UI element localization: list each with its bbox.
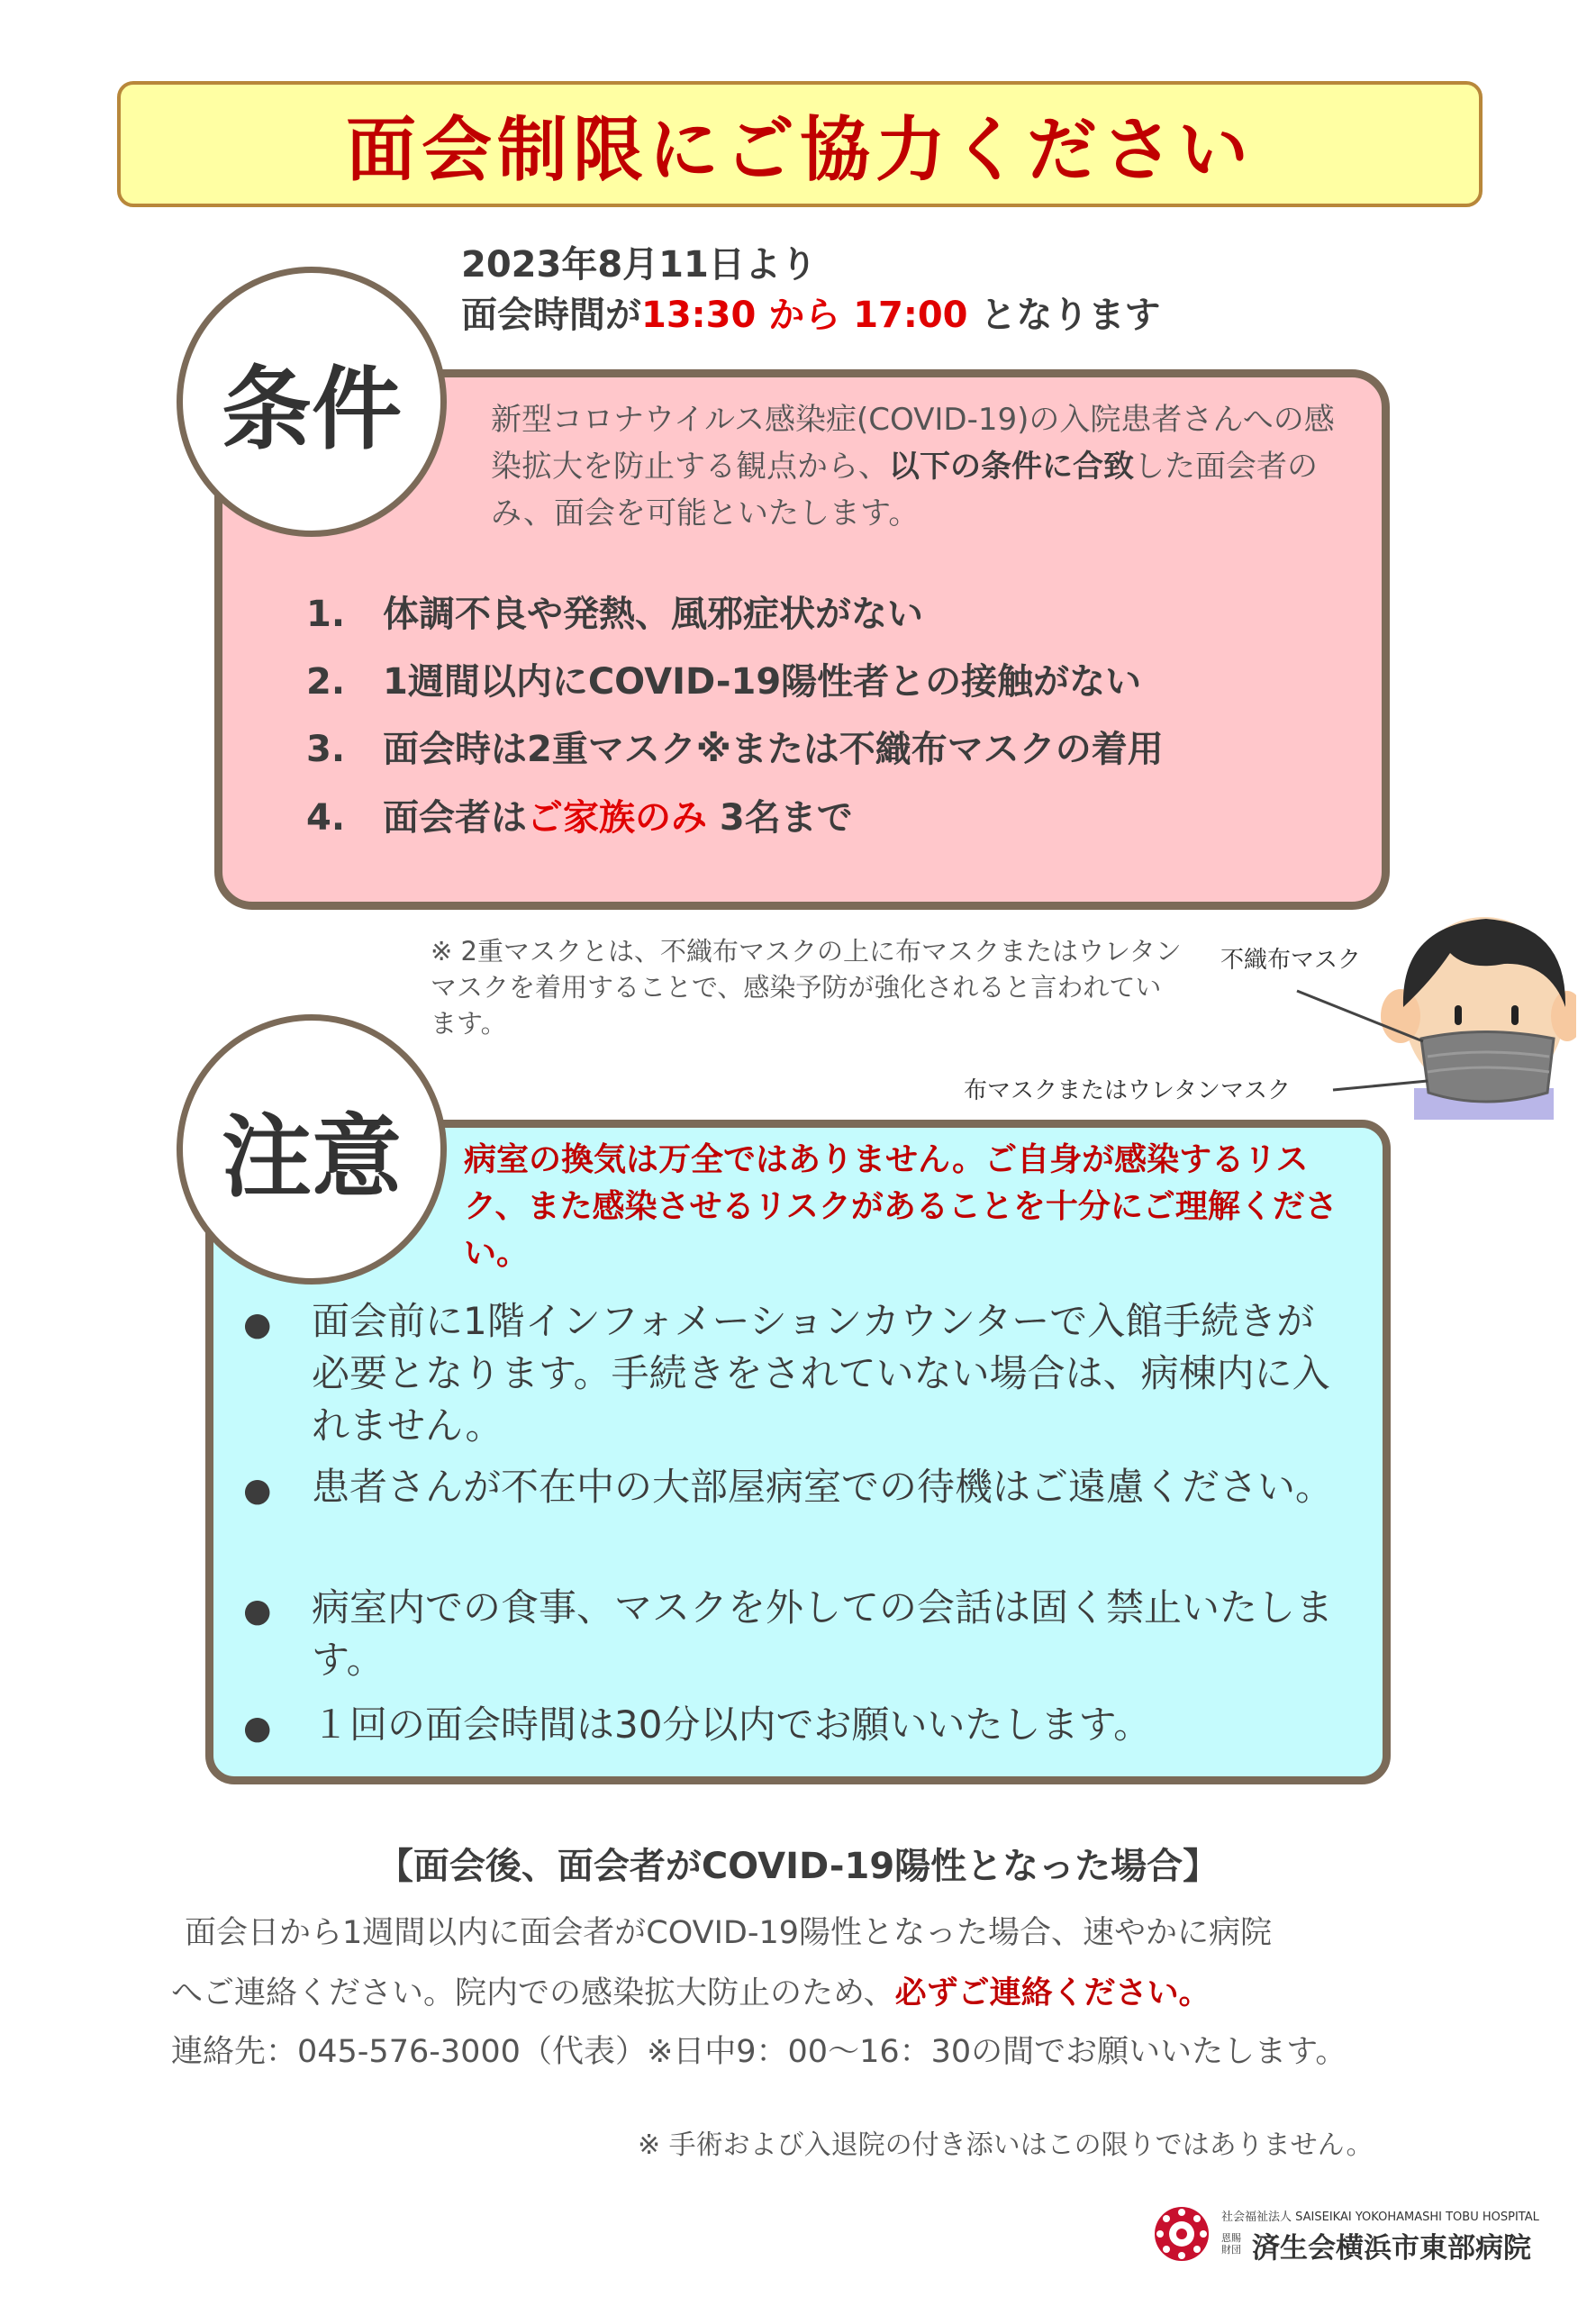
condition-text: 面会者は <box>383 797 527 839</box>
exception-note: ※ 手術および入退院の付き添いはこの限りではありません。 <box>638 2129 1374 2161</box>
hospital-name: 済生会横浜市東部病院 <box>1252 2232 1531 2265</box>
after-visit-line-2-highlight: 必ずご連絡ください。 <box>894 1975 1211 2011</box>
mask-illustration <box>1279 908 1576 1120</box>
condition-item <box>306 653 1141 704</box>
hospital-logo <box>1153 2205 1567 2268</box>
condition-text: 面会時は2重マスク※または不織布マスクの着用 <box>383 729 1164 770</box>
condition-text: 体調不良や発熱、風邪症状がない <box>383 594 923 635</box>
conditions-intro-bold: 以下の条件に合致 <box>889 449 1134 485</box>
caution-bullet <box>243 1582 1351 1690</box>
org-type: 社会福祉法人 <box>1221 2211 1292 2224</box>
caution-heading-circle <box>177 1014 447 1285</box>
bullet-dot-icon: ● <box>243 1710 272 1747</box>
caution-bullet <box>243 1461 1351 1569</box>
condition-item <box>306 586 923 637</box>
visiting-hours <box>461 286 1160 338</box>
page-title: 面会制限にご協力ください <box>345 110 1254 191</box>
conditions-intro-text: 新型コロナウイルス感染症(COVID-19)の入院患者さんへの感染拡大を防止する観点から、 <box>491 402 1335 485</box>
effective-date: 2023年8月11日より <box>461 244 817 286</box>
visiting-hours-end: 17:00 <box>853 295 968 336</box>
condition-number: 3. <box>306 729 346 770</box>
conditions-intro-text-2: した面会者のみ、面会を可能といたします。 <box>491 449 1318 531</box>
masked-person-icon <box>1279 908 1576 1120</box>
after-visit-line-2-text: へご連絡ください。院内での感染拡大防止のため、 <box>171 1975 895 2011</box>
bullet-dot-icon: ● <box>243 1593 272 1630</box>
caution-bullet-text: 病室内での食事、マスクを外しての会話は固く禁止いたします。 <box>312 1585 1334 1682</box>
condition-item <box>306 721 1164 772</box>
condition-number: 2. <box>306 661 346 703</box>
mask-footnote: ※ 2重マスクとは、不織布マスクの上に布マスクまたはウレタンマスクを着用することで、感染予防が強化されると言われています。 <box>431 936 1182 1039</box>
conditions-heading: 条件 <box>222 357 402 462</box>
condition-number: 4. <box>306 797 346 839</box>
visiting-hours-middle: から <box>756 295 854 336</box>
visiting-hours-start: 13:30 <box>641 295 757 336</box>
title-banner <box>117 81 1483 207</box>
org-type-2: 恩賜財団 <box>1221 2232 1241 2256</box>
conditions-heading-circle <box>177 267 447 537</box>
caution-intro: 病室の換気は万全ではありません。ご自身が感染するリスク、また感染させるリスクがあることを十分にご理解ください。 <box>464 1141 1338 1272</box>
condition-number: 1. <box>306 594 346 635</box>
bullet-dot-icon: ● <box>243 1472 272 1509</box>
label-nonwoven-mask: 不織布マスク <box>1220 947 1362 974</box>
label-cloth-mask: 布マスクまたはウレタンマスク <box>964 1077 1291 1104</box>
caution-bullet <box>243 1699 1351 1753</box>
condition-item <box>306 789 853 840</box>
hospital-emblem-icon <box>1153 2205 1211 2263</box>
hospital-header <box>1221 2207 1539 2224</box>
caution-bullet-text: １回の面会時間は30分以内でお願いいたします。 <box>312 1702 1152 1747</box>
caution-bullet <box>243 1295 1351 1453</box>
caution-bullet-text: 面会前に1階インフォメーションカウンターで入館手続きが必要となります。手続きをされていない場合は、病棟内に入れません。 <box>312 1299 1330 1448</box>
visiting-hours-prefix: 面会時間が <box>461 295 641 336</box>
visiting-hours-suffix: となります <box>967 295 1161 336</box>
after-visit-heading: 【面会後、面会者がCOVID-19陽性となった場合】 <box>376 1846 1220 1887</box>
condition-text-suffix: 3名まで <box>707 797 853 839</box>
caution-bullet-text: 患者さんが不在中の大部屋病室での待機はご遠慮ください。 <box>312 1465 1334 1509</box>
after-visit-line-1: 面会日から1週間以内に面会者がCOVID-19陽性となった場合、速やかに病院 <box>185 1915 1273 1951</box>
conditions-intro <box>491 396 1338 537</box>
contact-line: 連絡先：045-576-3000（代表）※日中9：00～16：30の間でお願いいたします。 <box>171 2034 1347 2070</box>
caution-heading: 注意 <box>222 1104 402 1210</box>
bullet-dot-icon: ● <box>243 1306 272 1343</box>
condition-text: 1週間以内にCOVID-19陽性者との接触がない <box>383 661 1142 703</box>
condition-text-highlight: ご家族のみ <box>527 797 707 839</box>
after-visit-line-2 <box>171 1968 1211 2013</box>
hospital-english-name: SAISEIKAI YOKOHAMASHI TOBU HOSPITAL <box>1295 2211 1539 2224</box>
